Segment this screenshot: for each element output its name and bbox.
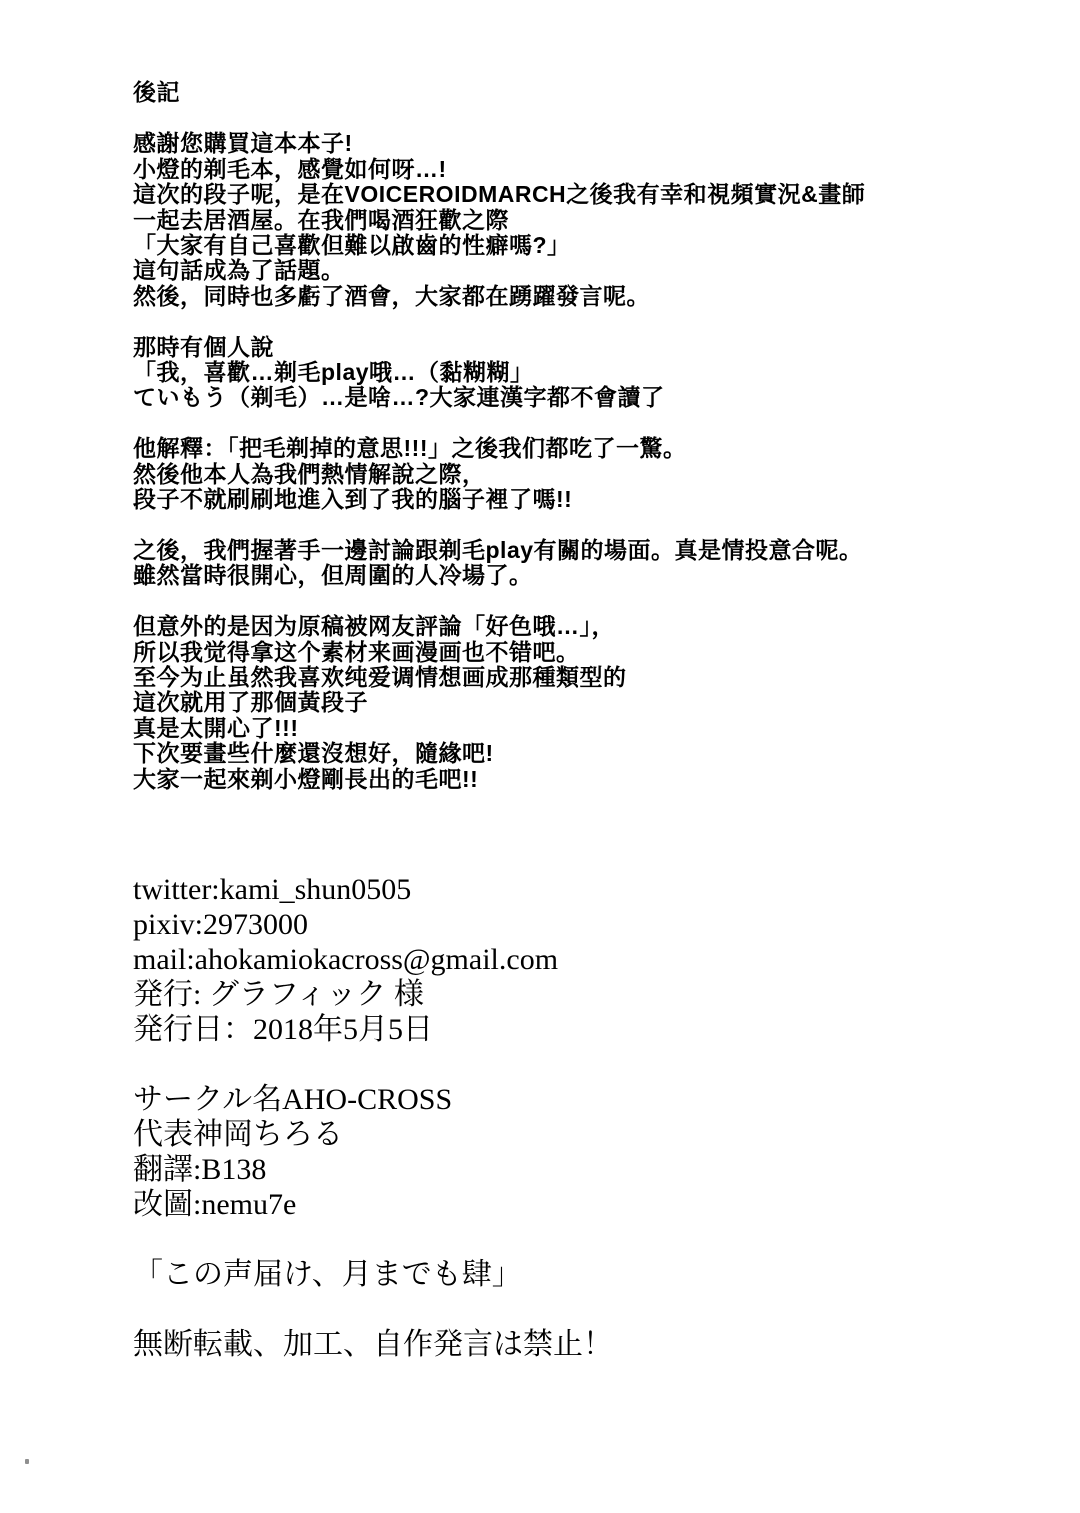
text-line bbox=[133, 513, 1063, 538]
text-line: 「我，喜歡…剃毛play哦…（黏糊糊」 bbox=[133, 359, 534, 386]
text-line: 那時有個人說 bbox=[133, 333, 274, 360]
text-line: 雖然當時很開心，但周圍的人冷場了。 bbox=[133, 562, 533, 589]
text-line: ていもう（剃毛）…是啥…?大家連漢字都不會讀了 bbox=[133, 384, 665, 411]
text-line: 小燈的剃毛本，感覺如何呀…! bbox=[133, 155, 447, 182]
text-line bbox=[133, 1047, 1063, 1082]
text-line: pixiv:2973000 bbox=[133, 908, 309, 941]
afterword-section bbox=[133, 80, 1063, 792]
text-line: 下次要畫些什麼還沒想好，隨緣吧! bbox=[133, 740, 494, 767]
text-line: 一起去居酒屋。在我們喝酒狂歡之際 bbox=[133, 206, 509, 233]
page-title: 後記 bbox=[133, 79, 180, 105]
text-line: 但意外的是因为原稿被网友評論「好色哦…」， bbox=[133, 613, 615, 640]
text-line: 改圖:nemu7e bbox=[133, 1188, 297, 1221]
text-line: 他解釋：「把毛剃掉的意思!!!」之後我们都吃了一驚。 bbox=[133, 435, 687, 462]
text-line bbox=[133, 589, 1063, 614]
text-line: 然後他本人為我們熱情解說之際， bbox=[133, 460, 486, 487]
text-line bbox=[133, 309, 1063, 334]
text-line bbox=[133, 411, 1063, 436]
text-line: twitter:kami_shun0505 bbox=[133, 873, 412, 906]
text-line: 無断転載、加工、自作発言は禁止！ bbox=[133, 1328, 613, 1361]
text-line: 真是太開心了!!! bbox=[133, 714, 299, 741]
text-line: 之後，我們握著手一邊討論跟剃毛play有關的場面。真是情投意合呢。 bbox=[133, 536, 863, 563]
text-line: 大家一起來剃小燈剛長出的毛吧!! bbox=[133, 765, 479, 792]
text-line: サークル名AHO-CROSS bbox=[133, 1083, 453, 1116]
text-line: 然後，同時也多虧了酒會，大家都在踴躍發言呢。 bbox=[133, 282, 650, 309]
text-line bbox=[133, 1222, 1063, 1257]
text-line: 「大家有自己喜歡但難以啟齒的性癖嗎?」 bbox=[133, 232, 571, 259]
scan-artifact bbox=[25, 1459, 29, 1464]
text-line: 這句話成為了話題。 bbox=[133, 257, 345, 284]
text-line: 這次就用了那個黃段子 bbox=[133, 689, 368, 716]
text-line: mail:ahokamiokacross@gmail.com bbox=[133, 943, 559, 976]
text-line: 感謝您購買這本本子! bbox=[133, 130, 353, 157]
text-line: 所以我觉得拿这个素材来画漫画也不错吧。 bbox=[133, 638, 580, 665]
afterword-text-block bbox=[133, 131, 1063, 792]
text-line: 翻譯:B138 bbox=[133, 1153, 267, 1186]
colophon-section bbox=[133, 872, 1063, 1362]
text-line: 「この声届け、月までも肆」 bbox=[133, 1258, 522, 1291]
text-line: 発行日：2018年5月5日 bbox=[133, 1013, 433, 1046]
text-line: 発行: グラフィック 様 bbox=[133, 978, 424, 1011]
text-line: 段子不就刷刷地進入到了我的腦子裡了嗎!! bbox=[133, 486, 573, 513]
text-line: 代表神岡ちろる bbox=[133, 1118, 343, 1151]
text-line bbox=[133, 1292, 1063, 1327]
text-line: 這次的段子呢，是在VOICEROIDMARCH之後我有幸和視頻實況&畫師 bbox=[133, 181, 866, 208]
text-line: 至今为止虽然我喜欢纯爱调情想画成那種類型的 bbox=[133, 663, 627, 690]
